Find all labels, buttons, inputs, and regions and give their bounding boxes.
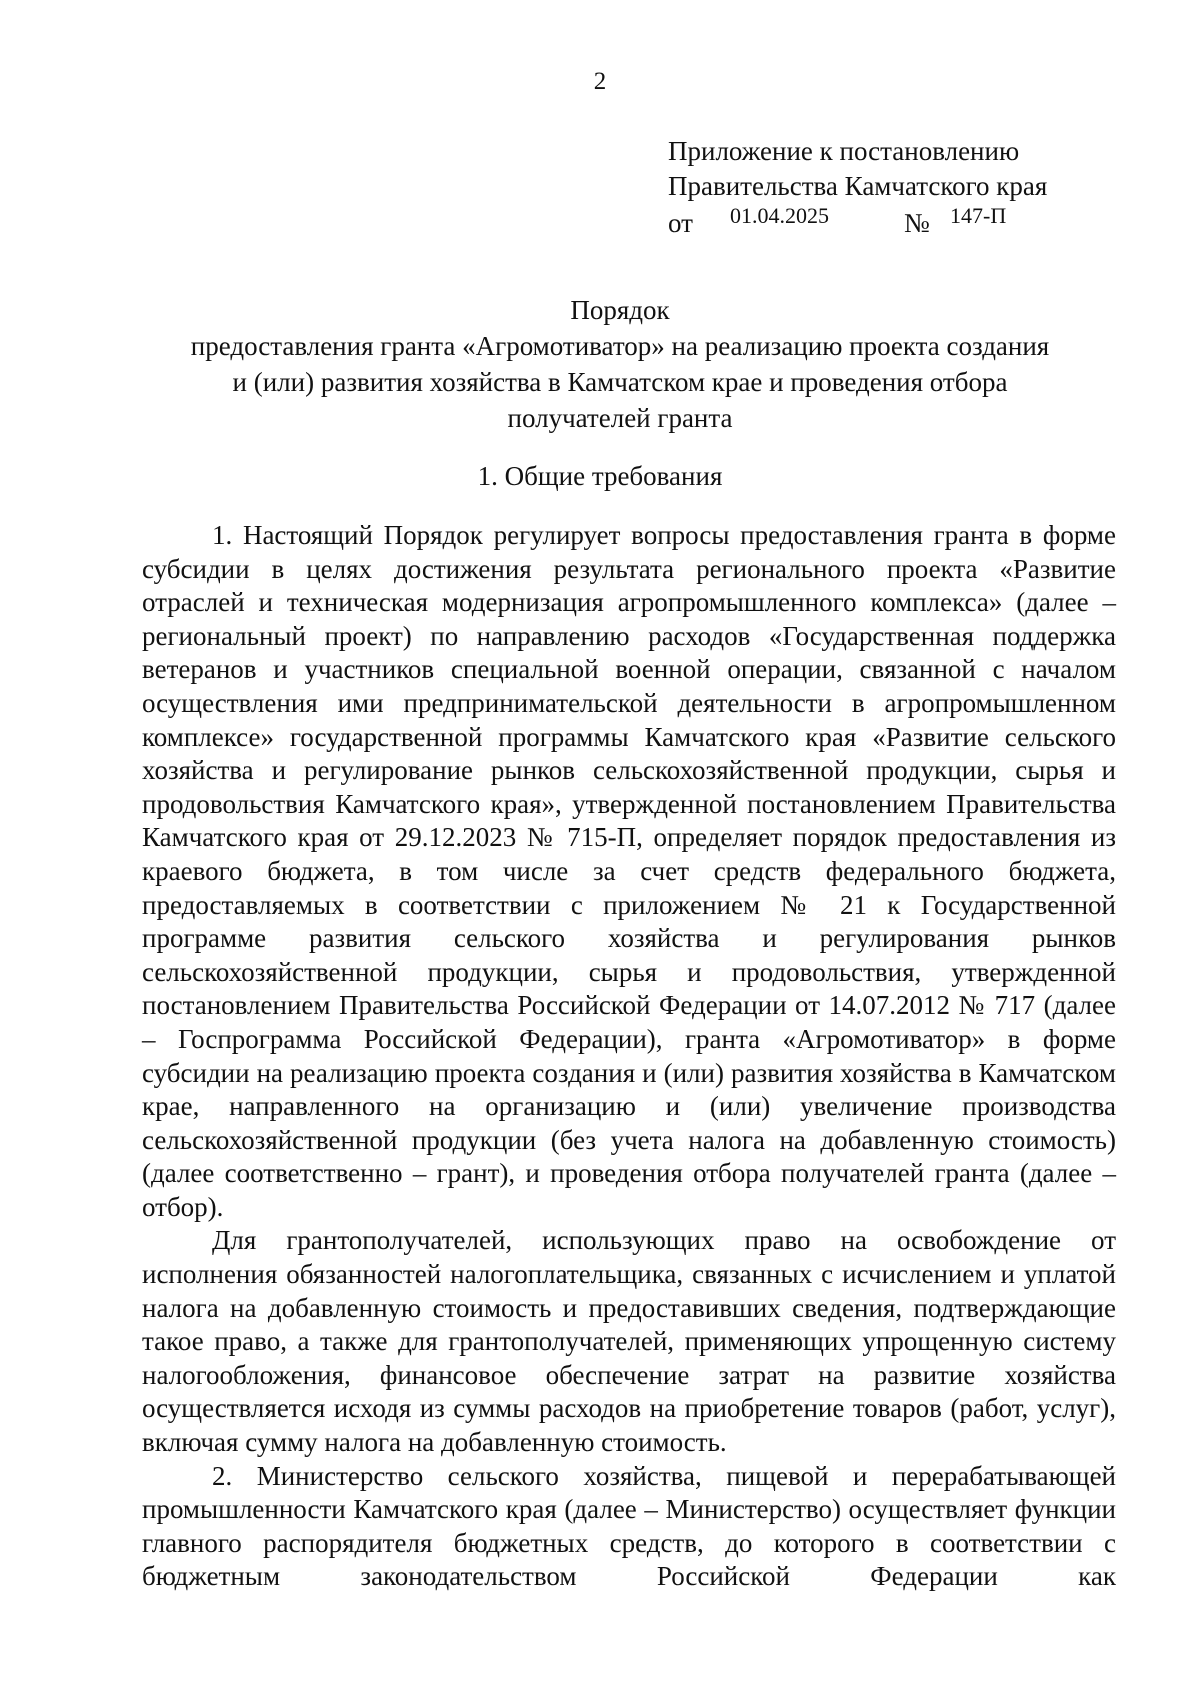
- appendix-date-line: [668, 204, 1047, 239]
- title-line-2: предоставления гранта «Агромотиватор» на реализацию проекта создания: [190, 331, 1050, 361]
- section-heading: 1. Общие требования: [477, 461, 723, 491]
- number-sign: №: [904, 208, 930, 238]
- decree-number: 147-П: [950, 203, 1007, 228]
- paragraph-1: 1. Настоящий Порядок регулирует вопросы предоставления гранта в форме субсидии в целях достижения результата регионального проекта «Развитие отраслей и техническая модернизация агропромышленного комплекса» (далее – региональный проект) по направлению расходов «Государственная поддержка ветеранов и участников специальной военной операции, связанной с началом осуществления ими предпринимательской деятельности в агропромышленном комплексе» государственной программы Камчатского края «Развитие сельского хозяйства и регулирование рынков сельскохозяйственной продукции, сырья и продовольствия Камчатского края», утвержденной постановлением Правительства Камчатского края от 29.12.2023 № 715-П, определяет порядок предоставления из краевого бюджета, в том числе за счет средств федерального бюджета, предоставляемых в соответствии с приложением № 21 к Государственной программе развития сельского хозяйства и регулирования рынков сельскохозяйственной продукции, сырья и продовольствия, утвержденной постановлением Правительства Российской Федерации от 14.07.2012 № 717 (далее – Госпрограмма Российской Федерации), гранта «Агромотиватор» в форме субсидии на реализацию проекта создания и (или) развития хозяйства в Камчатском крае, направленного на организацию и (или) увеличение производства сельскохозяйственной продукции (без учета налога на добавленную стоимость) (далее соответственно – грант), и проведения отбора получателей гранта (далее – отбор).: [142, 520, 1116, 1222]
- paragraph-2: Для грантополучателей, использующих право на освобождение от исполнения обязанностей налогоплательщика, связанных с исчислением и уплатой налога на добавленную стоимость и предоставивших сведения, подтверждающие такое право, а также для грантополучателей, применяющих упрощенную систему налогообложения, финансовое обеспечение затрат на развитие хозяйства осуществляется исходя из суммы расходов на приобретение товаров (работ, услуг), включая сумму налога на добавленную стоимость.: [142, 1225, 1116, 1458]
- appendix-line-2: Правительства Камчатского края: [668, 171, 1048, 201]
- appendix-block: [668, 134, 1047, 239]
- title-line-4: получателей гранта: [507, 403, 733, 433]
- decree-date: 01.04.2025: [730, 203, 829, 228]
- document-body: [142, 519, 1116, 1594]
- document-title: [140, 292, 1100, 436]
- title-line-1: Порядок: [570, 295, 670, 325]
- title-line-3: и (или) развития хозяйства в Камчатском крае и проведения отбора: [232, 367, 1008, 397]
- page-number: 2: [593, 68, 607, 95]
- paragraph-3: 2. Министерство сельского хозяйства, пищевой и перерабатывающей промышленности Камчатского края (далее – Министерство) осуществляет функции главного распорядителя бюджетных средств, до которого в соответствии с бюджетным законодательством Российской Федерации как: [142, 1460, 1116, 1592]
- appendix-line-1: Приложение к постановлению: [668, 136, 1020, 166]
- from-label: от: [668, 208, 693, 238]
